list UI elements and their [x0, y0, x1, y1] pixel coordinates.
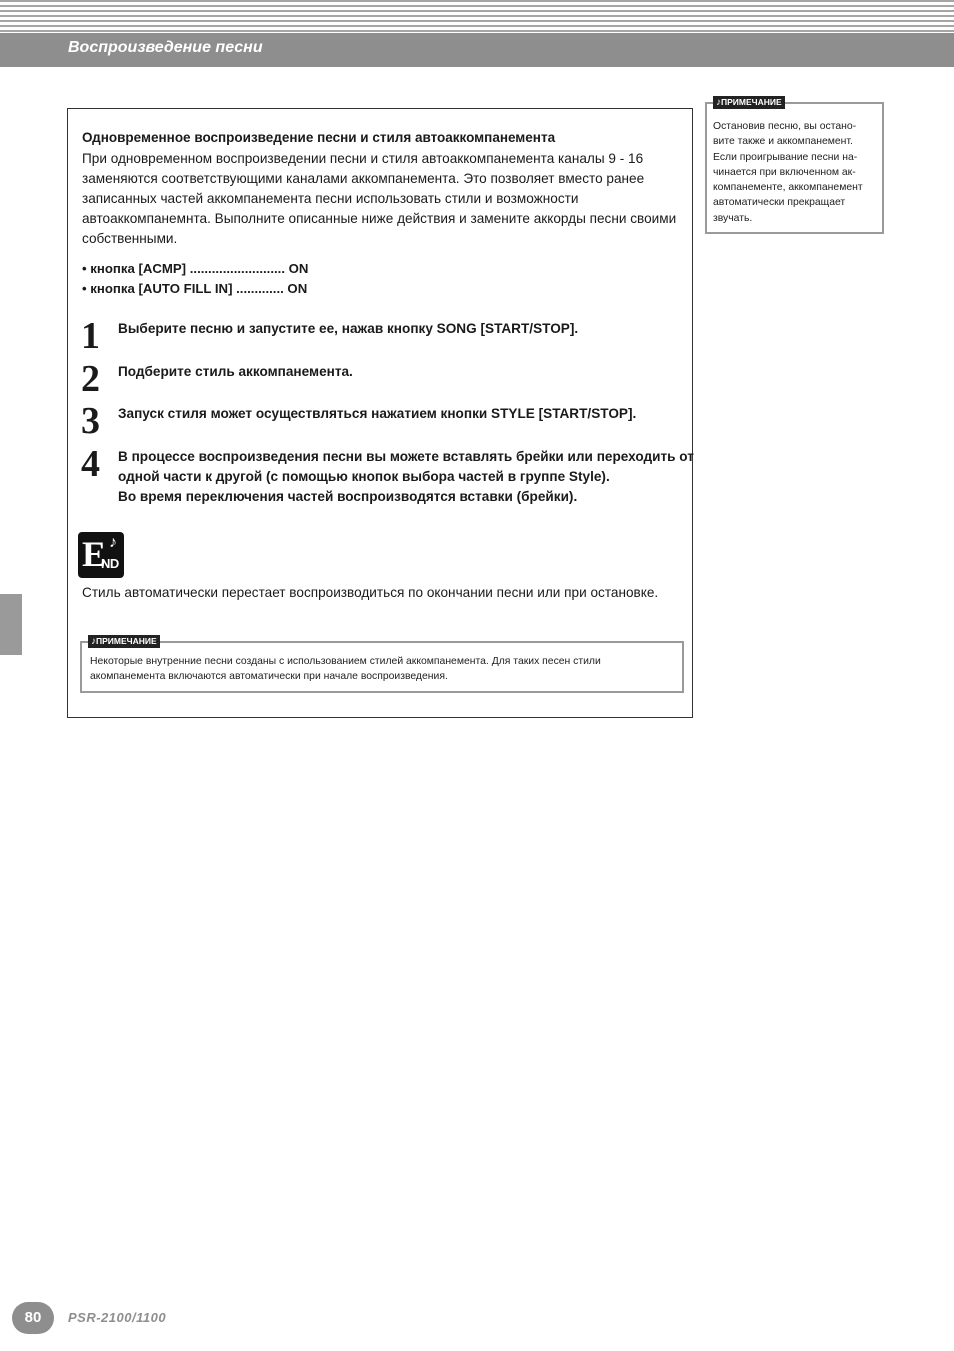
note-line: чинается при включенном ак- — [713, 166, 856, 178]
note-line: Остановив песню, вы остано- — [713, 121, 857, 132]
step-line: Во время переключения частей воспроизводятся вставки (брейки). — [118, 489, 578, 504]
model-name: PSR-2100/1100 — [68, 1310, 167, 1325]
step-number-2: 2 — [81, 358, 100, 400]
step-text-4 — [118, 447, 694, 507]
note-label: ♪ПРИМЕЧАНИЕ — [88, 635, 160, 648]
setting-auto-fill-in: • кнопка [AUTO FILL IN] ............. ON — [82, 281, 308, 296]
note-line: компанементе, аккомпанемент — [713, 182, 863, 194]
intro-line: При одновременном воспроизведении песни и стиля автоаккомпанемента каналы 9 - 16 — [82, 151, 644, 166]
note-line: Некоторые внутренние песни созданы с использованием стилей аккомпанемента. Для таких песен стили — [90, 656, 601, 667]
main-content-box — [67, 108, 693, 718]
step-line: Выберите песню и запустите ее, нажав кнопку SONG [START/STOP]. — [118, 321, 579, 336]
step-number-1: 1 — [81, 315, 100, 357]
intro-line: собственными. — [82, 231, 178, 246]
intro-line: записанных частей аккомпанемента песни использовать стили и возможности — [82, 191, 579, 206]
end-badge-nd: ND — [101, 556, 119, 571]
inner-note-box — [80, 636, 684, 693]
intro-paragraph — [82, 149, 682, 249]
intro-line: заменяются соответствующими каналами аккомпанемента. Это позволяет вместо ранее — [82, 171, 645, 186]
end-badge-e: E — [82, 534, 107, 574]
note-line: вите также и аккомпанемент. — [713, 136, 853, 148]
note-line: автоматически прекращает — [713, 197, 846, 209]
music-note-icon: ♪ — [109, 534, 117, 551]
section-heading: Одновременное воспроизведение песни и стиля автоаккомпанемента — [82, 130, 556, 145]
page-number: 80 — [12, 1302, 54, 1334]
side-note-body — [713, 119, 863, 226]
step-line: Подберите стиль аккомпанемента. — [118, 364, 353, 379]
note-line: акомпанемента включаются автоматически при начале воспроизведения. — [90, 671, 448, 683]
step-text-1 — [118, 319, 578, 339]
step-text-3 — [118, 404, 636, 424]
music-note-icon: ♪ — [91, 636, 96, 647]
side-note-box — [705, 97, 884, 234]
end-badge — [78, 532, 124, 578]
note-line: звучать. — [713, 212, 753, 224]
step-line: В процессе воспроизведения песни вы можете вставлять брейки или переходить от — [118, 449, 694, 464]
step-number-3: 3 — [81, 400, 100, 442]
music-note-icon: ♪ — [716, 97, 721, 108]
page-title: Воспроизведение песни — [68, 39, 263, 56]
note-line: Если проигрывание песни на- — [713, 151, 858, 163]
end-text: Стиль автоматически перестает воспроизводиться по окончании песни или при остановке. — [82, 585, 659, 600]
inner-note-body — [90, 654, 601, 685]
step-text-2 — [118, 362, 353, 382]
step-number-4: 4 — [81, 443, 100, 485]
header-bar — [0, 33, 954, 67]
step-line: одной части к другой (с помощью кнопок выбора частей в группе Style). — [118, 469, 610, 484]
step-line: Запуск стиля может осуществляться нажатием кнопки STYLE [START/STOP]. — [118, 406, 637, 421]
note-label: ♪ПРИМЕЧАНИЕ — [713, 96, 785, 109]
chapter-side-tab — [0, 594, 22, 655]
intro-line: автоаккомпанемнта. Выполните описанные ниже действия и замените аккорды песни своими — [82, 211, 677, 226]
setting-acmp: • кнопка [ACMP] .......................... ON — [82, 261, 309, 276]
header-stripes — [0, 0, 954, 32]
